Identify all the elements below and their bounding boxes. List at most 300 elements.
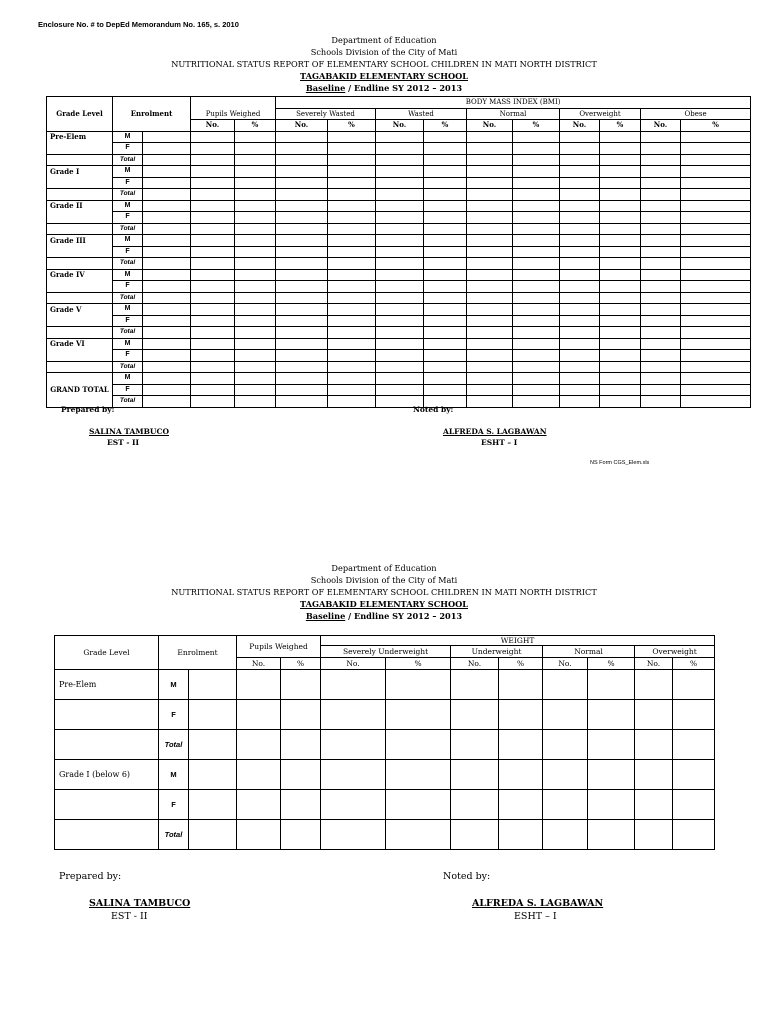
data-cell [499, 730, 543, 760]
data-cell [235, 292, 276, 304]
data-cell [513, 281, 560, 293]
data-cell [191, 200, 235, 212]
grade-label: Grade I [47, 166, 113, 178]
no-header: No. [451, 658, 499, 670]
period-line-2 [0, 610, 768, 622]
data-cell [424, 350, 467, 362]
data-cell [513, 269, 560, 281]
data-cell [467, 143, 513, 155]
data-cell [513, 350, 560, 362]
data-cell [641, 292, 681, 304]
data-cell [235, 338, 276, 350]
data-cell [673, 670, 715, 700]
data-cell [641, 200, 681, 212]
no-header: No. [641, 120, 681, 132]
data-cell [467, 350, 513, 362]
data-cell [235, 373, 276, 385]
table-row [47, 269, 751, 281]
category-header: Overweight [560, 108, 641, 120]
grade-label: Pre-Elem [47, 131, 113, 143]
data-cell [560, 373, 600, 385]
data-cell [424, 166, 467, 178]
data-cell [276, 235, 328, 247]
grade-label: Grade V [47, 304, 113, 316]
data-cell [328, 338, 376, 350]
data-cell [467, 269, 513, 281]
data-cell [143, 373, 191, 385]
data-cell [235, 246, 276, 258]
data-cell [513, 131, 560, 143]
data-cell [451, 820, 499, 850]
data-cell [673, 700, 715, 730]
data-cell [424, 281, 467, 293]
data-cell [560, 212, 600, 224]
table-row [47, 304, 751, 316]
data-cell [424, 200, 467, 212]
data-cell [276, 212, 328, 224]
data-cell [424, 258, 467, 270]
data-cell [467, 281, 513, 293]
sex-label: Total [113, 154, 143, 166]
data-cell [328, 396, 376, 408]
data-cell [600, 304, 641, 316]
data-cell [600, 269, 641, 281]
data-cell [543, 700, 588, 730]
data-cell [467, 304, 513, 316]
data-cell [513, 338, 560, 350]
data-cell [376, 166, 424, 178]
data-cell [143, 200, 191, 212]
data-cell [237, 790, 281, 820]
data-cell [499, 700, 543, 730]
data-cell [513, 258, 560, 270]
data-cell [237, 730, 281, 760]
table-row [47, 292, 751, 304]
data-cell [499, 790, 543, 820]
table-row [55, 820, 715, 850]
no-header: No. [276, 120, 328, 132]
data-cell [328, 384, 376, 396]
sex-label: M [113, 200, 143, 212]
col-pupils-weighed: Pupils Weighed [237, 636, 321, 658]
grade-label: Pre-Elem [55, 670, 159, 700]
data-cell [281, 670, 321, 700]
data-cell [600, 327, 641, 339]
col-grade-level: Grade Level [55, 636, 159, 670]
data-cell [588, 760, 635, 790]
data-cell [641, 373, 681, 385]
data-cell [681, 223, 751, 235]
category-header: Wasted [376, 108, 467, 120]
data-cell [189, 700, 237, 730]
noted-name-2: ALFREDA S. LAGBAWAN [472, 898, 604, 909]
data-cell [235, 235, 276, 247]
period-label: / Endline SY 2012 – 2013 [345, 83, 463, 93]
sex-label: M [113, 131, 143, 143]
data-cell [467, 189, 513, 201]
prepared-name-1: SALINA TAMBUCO [89, 427, 169, 436]
data-cell [499, 820, 543, 850]
data-cell [641, 361, 681, 373]
data-cell [560, 189, 600, 201]
table-row [47, 350, 751, 362]
data-cell [560, 235, 600, 247]
data-cell [276, 327, 328, 339]
data-cell [600, 131, 641, 143]
data-cell [560, 269, 600, 281]
data-cell [641, 327, 681, 339]
data-cell [467, 212, 513, 224]
data-cell [600, 223, 641, 235]
data-cell [499, 670, 543, 700]
data-cell [641, 269, 681, 281]
table-row [47, 166, 751, 178]
table-row [47, 235, 751, 247]
data-cell [681, 315, 751, 327]
data-cell [681, 212, 751, 224]
data-cell [543, 790, 588, 820]
data-cell [681, 304, 751, 316]
pct-header: % [681, 120, 751, 132]
data-cell [600, 143, 641, 155]
data-cell [588, 730, 635, 760]
data-cell [513, 373, 560, 385]
data-cell [143, 143, 191, 155]
data-cell [513, 143, 560, 155]
data-cell [681, 246, 751, 258]
data-cell [513, 154, 560, 166]
pct-header: % [235, 120, 276, 132]
data-cell [635, 760, 673, 790]
data-cell [143, 384, 191, 396]
data-cell [376, 131, 424, 143]
data-cell [376, 269, 424, 281]
data-cell [276, 281, 328, 293]
data-cell [276, 292, 328, 304]
data-cell [321, 700, 386, 730]
data-cell [376, 200, 424, 212]
data-cell [328, 131, 376, 143]
data-cell [376, 177, 424, 189]
data-cell [513, 166, 560, 178]
data-cell [600, 350, 641, 362]
data-cell [681, 396, 751, 408]
pct-header: % [673, 658, 715, 670]
data-cell [143, 304, 191, 316]
data-cell [328, 361, 376, 373]
report-title-2: NUTRITIONAL STATUS REPORT OF ELEMENTARY SCHOOL CHILDREN IN MATI NORTH DISTRICT [171, 587, 597, 597]
sex-label: Total [113, 258, 143, 270]
grade-blank [47, 281, 113, 293]
data-cell [328, 143, 376, 155]
table-row [47, 200, 751, 212]
no-header: No. [467, 120, 513, 132]
data-cell [191, 166, 235, 178]
data-cell [376, 338, 424, 350]
data-cell [143, 258, 191, 270]
data-cell [560, 200, 600, 212]
data-cell [681, 373, 751, 385]
data-cell [191, 361, 235, 373]
data-cell [600, 384, 641, 396]
data-cell [513, 223, 560, 235]
data-cell [588, 700, 635, 730]
data-cell [600, 281, 641, 293]
sex-label: Total [113, 396, 143, 408]
data-cell [376, 189, 424, 201]
sex-label: Total [159, 820, 189, 850]
data-cell [543, 820, 588, 850]
data-cell [276, 143, 328, 155]
grade-blank [47, 212, 113, 224]
data-cell [588, 820, 635, 850]
school-name: TAGABAKID ELEMENTARY SCHOOL [300, 71, 468, 81]
data-cell [513, 304, 560, 316]
data-cell [328, 235, 376, 247]
sex-label: M [159, 670, 189, 700]
data-cell [191, 131, 235, 143]
noted-title-2: ESHT – I [514, 911, 557, 922]
data-cell [641, 246, 681, 258]
data-cell [191, 315, 235, 327]
data-cell [641, 223, 681, 235]
data-cell [681, 338, 751, 350]
grade-blank [47, 350, 113, 362]
data-cell [681, 131, 751, 143]
data-cell [189, 670, 237, 700]
data-cell [424, 384, 467, 396]
data-cell [681, 177, 751, 189]
prepared-title-2: EST - II [111, 911, 148, 922]
sex-label: Total [113, 223, 143, 235]
data-cell [235, 350, 276, 362]
data-cell [560, 258, 600, 270]
category-header: Obese [641, 108, 751, 120]
data-cell [328, 304, 376, 316]
grade-label: GRAND TOTAL [47, 373, 113, 408]
data-cell [235, 131, 276, 143]
data-cell [281, 700, 321, 730]
data-cell [191, 246, 235, 258]
data-cell [543, 670, 588, 700]
category-header: Severely Wasted [276, 108, 376, 120]
grade-blank [47, 189, 113, 201]
data-cell [467, 327, 513, 339]
data-cell [143, 396, 191, 408]
data-cell [191, 281, 235, 293]
data-cell [276, 131, 328, 143]
data-cell [143, 235, 191, 247]
grade-label: Grade I (below 6) [55, 760, 159, 790]
no-header: No. [237, 658, 281, 670]
data-cell [276, 396, 328, 408]
weight-group-header: WEIGHT [321, 636, 715, 646]
data-cell [641, 212, 681, 224]
data-cell [467, 166, 513, 178]
data-cell [513, 292, 560, 304]
data-cell [600, 315, 641, 327]
no-header: No. [635, 658, 673, 670]
report-title: NUTRITIONAL STATUS REPORT OF ELEMENTARY SCHOOL CHILDREN IN MATI NORTH DISTRICT [171, 59, 597, 69]
data-cell [560, 315, 600, 327]
data-cell [328, 350, 376, 362]
table-row [47, 212, 751, 224]
data-cell [235, 223, 276, 235]
data-cell [635, 730, 673, 760]
data-cell [681, 154, 751, 166]
data-cell [143, 350, 191, 362]
data-cell [424, 304, 467, 316]
col-grade-level: Grade Level [47, 97, 113, 132]
data-cell [424, 177, 467, 189]
data-cell [600, 212, 641, 224]
data-cell [235, 189, 276, 201]
data-cell [635, 670, 673, 700]
data-cell [143, 177, 191, 189]
data-cell [600, 292, 641, 304]
data-cell [276, 361, 328, 373]
baseline-label-2: Baseline [305, 611, 346, 621]
data-cell [600, 258, 641, 270]
sex-label: Total [113, 327, 143, 339]
data-cell [560, 292, 600, 304]
data-cell [560, 281, 600, 293]
data-cell [376, 327, 424, 339]
data-cell [276, 154, 328, 166]
table-row [47, 281, 751, 293]
data-cell [276, 223, 328, 235]
data-cell [641, 304, 681, 316]
data-cell [276, 258, 328, 270]
no-header: No. [321, 658, 386, 670]
data-cell [424, 131, 467, 143]
grade-blank [55, 820, 159, 850]
data-cell [681, 327, 751, 339]
data-cell [467, 338, 513, 350]
sex-label: Total [113, 292, 143, 304]
data-cell [191, 292, 235, 304]
data-cell [641, 166, 681, 178]
data-cell [143, 327, 191, 339]
data-cell [641, 189, 681, 201]
table-row [47, 338, 751, 350]
grade-label: Grade IV [47, 269, 113, 281]
sex-label: F [159, 790, 189, 820]
data-cell [681, 269, 751, 281]
data-cell [681, 361, 751, 373]
data-cell [237, 700, 281, 730]
data-cell [328, 246, 376, 258]
data-cell [560, 223, 600, 235]
dept-name-2: Department of Education [331, 563, 437, 573]
header-row-1 [55, 636, 715, 646]
data-cell [143, 189, 191, 201]
data-cell [386, 790, 451, 820]
header-row-1 [47, 97, 751, 109]
data-cell [635, 790, 673, 820]
data-cell [600, 361, 641, 373]
data-cell [513, 200, 560, 212]
sex-label: M [113, 338, 143, 350]
sex-label: Total [113, 361, 143, 373]
data-cell [281, 730, 321, 760]
data-cell [328, 315, 376, 327]
data-cell [386, 760, 451, 790]
data-cell [513, 396, 560, 408]
data-cell [600, 177, 641, 189]
data-cell [237, 820, 281, 850]
sex-label: F [113, 281, 143, 293]
data-cell [281, 790, 321, 820]
data-cell [143, 315, 191, 327]
data-cell [641, 143, 681, 155]
data-cell [424, 373, 467, 385]
data-cell [560, 361, 600, 373]
data-cell [681, 350, 751, 362]
data-cell [143, 338, 191, 350]
grade-blank [47, 154, 113, 166]
data-cell [560, 143, 600, 155]
data-cell [424, 361, 467, 373]
data-cell [451, 790, 499, 820]
data-cell [513, 177, 560, 189]
data-cell [376, 350, 424, 362]
data-cell [143, 166, 191, 178]
table-row [47, 373, 751, 385]
pct-header: % [588, 658, 635, 670]
data-cell [235, 304, 276, 316]
data-cell [328, 223, 376, 235]
data-cell [424, 315, 467, 327]
data-cell [560, 350, 600, 362]
data-cell [641, 258, 681, 270]
data-cell [499, 760, 543, 790]
prepared-by-label-2: Prepared by: [59, 871, 122, 882]
grade-blank [47, 258, 113, 270]
noted-title-1: ESHT – I [481, 438, 518, 447]
category-header: Normal [543, 646, 635, 658]
data-cell [588, 670, 635, 700]
data-cell [513, 384, 560, 396]
noted-by-label-2: Noted by: [443, 871, 491, 882]
data-cell [376, 223, 424, 235]
data-cell [467, 384, 513, 396]
data-cell [513, 361, 560, 373]
data-cell [681, 281, 751, 293]
data-cell [328, 200, 376, 212]
grade-blank [47, 327, 113, 339]
data-cell [600, 246, 641, 258]
no-header: No. [543, 658, 588, 670]
prepared-by-label-1: Prepared by: [61, 405, 115, 414]
table-row [47, 189, 751, 201]
grade-label: Grade II [47, 200, 113, 212]
table-row [47, 258, 751, 270]
table-row [55, 760, 715, 790]
data-cell [376, 212, 424, 224]
data-cell [641, 154, 681, 166]
data-cell [467, 258, 513, 270]
data-cell [467, 223, 513, 235]
bmi-group-header: BODY MASS INDEX (BMI) [276, 97, 751, 109]
data-cell [191, 396, 235, 408]
sex-label: M [159, 760, 189, 790]
data-cell [191, 373, 235, 385]
sex-label: F [113, 384, 143, 396]
data-cell [191, 143, 235, 155]
data-cell [600, 235, 641, 247]
table-row [47, 131, 751, 143]
